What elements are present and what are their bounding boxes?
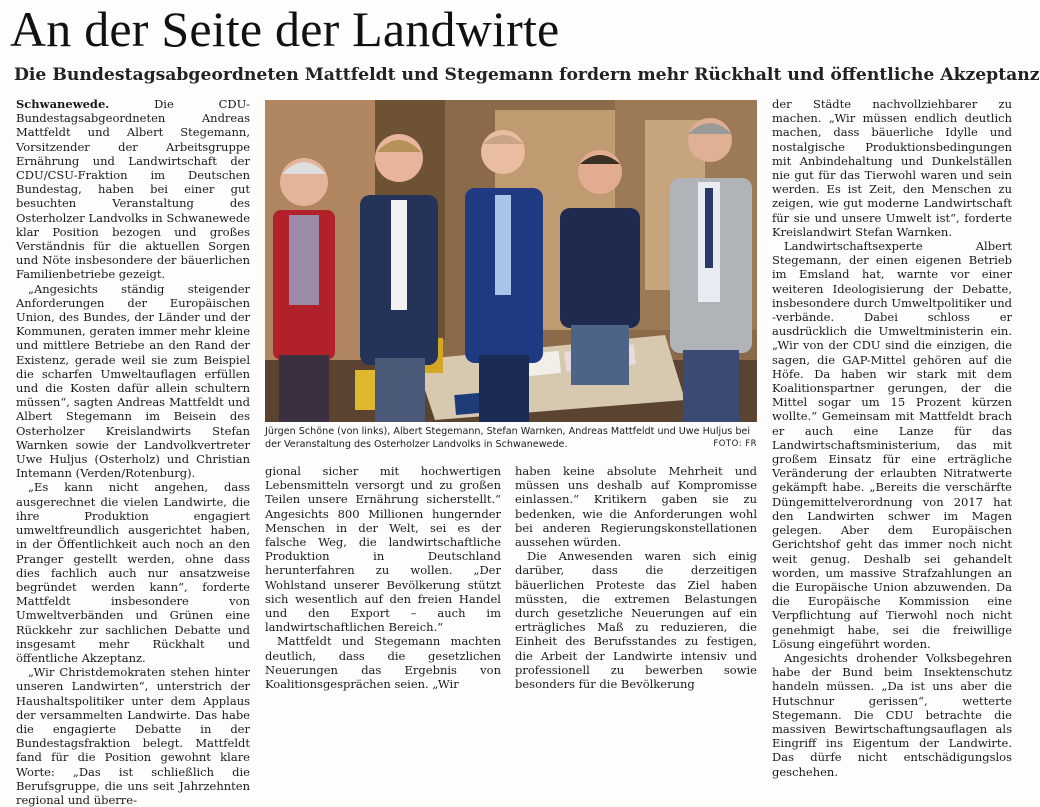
paragraph: „Wir Christdemokraten stehen hinter unseren Landwirten“, unterstrich der Haushaltspolitiker unter dem Applaus der versammelten Landwirte. Das habe die engagierte Debatte in der Bundestagsfraktion belegt. Mattfeldt fand für die Position gewohnt klare Worte: „Das ist schließlich die Berufsgruppe, die uns seit Jahrzehnten regional und überre-: [16, 665, 250, 807]
article-column-1: [16, 97, 250, 807]
caption-text: Jürgen Schöne (von links), Albert Stegemann, Stefan Warnken, Andreas Mattfeldt und Uwe Huljus bei der Veranstaltung des Osterholzer Landvolks in Schwanewede.: [265, 426, 750, 450]
paragraph: der Städte nachvollziehbarer zu machen. „Wir müssen endlich deutlich machen, dass bäuerliche Idylle und nostalgische Produktionsbedingungen mit Anbindehaltung und Dunkelställen nie gut für das Tierwohl waren und sein werden. Es ist Zeit, den Menschen zu zeigen, wie gut moderne Landwirtschaft für sie und unsere Umwelt ist“, forderte Kreislandwirt Stefan Warnken.: [772, 97, 1012, 239]
paragraph: „Es kann nicht angehen, dass ausgerechnet die vielen Landwirte, die ihre Produktion engagiert umweltfreundlich ausgerichtet haben, in der Öffentlichkeit auch noch an den Pranger gestellt werden, ohne dass dies fachlich auch nur ansatzweise begründet werden kann“, forderte Mattfeldt insbesondere von Umweltverbänden und Grünen eine Rückkehr zur sachlichen Debatte und insgesamt mehr Rückhalt und öffentliche Akzeptanz.: [16, 480, 250, 665]
paragraph: Mattfeldt und Stegemann machten deutlich, dass die gesetzlichen Neuerungen das Ergebnis von Koalitionsgesprächen seien. „Wir: [265, 634, 501, 692]
subheadline: Die Bundestagsabgeordneten Mattfeldt und Stegemann fordern mehr Rückhalt und öffentliche Akzeptanz: [14, 65, 1040, 85]
paragraph-text: Die CDU-Bundestagsabgeordneten Andreas Mattfeldt und Albert Stegemann, Vorsitzender der Arbeitsgruppe Ernährung und Landwirtschaft der CDU/CSU-Fraktion im Deutschen Bundestag, haben bei einer gut besuchten Veranstaltung des Osterholzer Landvolks in Schwanewede klar Position bezogen und großes Verständnis für die aktuellen Sorgen und Nöte insbesondere der bäuerlichen Familienbetriebe gezeigt.: [16, 97, 250, 282]
paragraph: Landwirtschaftsexperte Albert Stegemann, der einen eigenen Betrieb im Emsland hat, warnte vor einer weiteren Ideologisierung der Debatte, insbesondere durch Umweltpolitiker und -verbände. Dabei schloss er ausdrücklich die Umweltministerin ein. „Wir von der CDU sind die einzigen, die sagen, die GAP-Mittel gehören auf die Höfe. Da haben wir stark mit dem Koalitionspartner gerungen, der die Mittel sogar um 15 Prozent kürzen wollte.“ Gemeinsam mit Mattfeldt brach er auch eine Lanze für das Landwirtschaftsministerium, das mit großem Einsatz für eine erträgliche Veränderung der erlaubten Nitratwerte gekämpft habe. „Bereits die verschärfte Düngemittelverordnung von 2017 hat den Landwirten schwer im Magen gelegen. Aber dem Europäischen Gerichtshof geht das immer noch nicht weit genug. Deshalb sei gehandelt worden, um massive Strafzahlungen an die Europäische Union abzuwenden. Da die Europäische Kommission eine Verpflichtung auf Tierwohl noch nicht genehmigt habe, sei die freiwillige Lösung eingeführt worden.: [772, 239, 1012, 651]
paragraph: [16, 97, 250, 282]
paragraph: Angesichts drohender Volksbegehren habe der Bund beim Insektenschutz handeln müssen. „Da ist uns aber die Hutschnur gerissen“, wetterte Stegemann. Die CDU betrachte die massiven Bewirtschaftungsauflagen als Eingriff ins Eigentum der Landwirte. Das dürfe nicht entschädigungslos geschehen.: [772, 650, 1012, 779]
paragraph: haben keine absolute Mehrheit und müssen uns deshalb auf Kompromisse einlassen.“ Kritikern gaben sie zu bedenken, wie die Anforderungen wohl bei anderen Regierungskonstellationen aussehen würden.: [515, 464, 757, 550]
dateline: Schwanewede.: [16, 97, 110, 111]
article-column-3: [515, 464, 757, 692]
headline: An der Seite der Landwirte: [10, 1, 560, 57]
article-photo: [265, 100, 757, 422]
photo-illustration: [265, 100, 757, 422]
article-column-4: [772, 97, 1012, 779]
paragraph: Die Anwesenden waren sich einig darüber, dass die derzeitigen bäuerlichen Proteste das Ziel haben müssten, die extremen Belastungen durch gesetzliche Neuerungen auf ein erträgliches Maß zu reduzieren, die Einheit des Berufsstandes zu festigen, die Arbeit der Landwirte intensiv und professionell zu bewerben sowie besonders für die Bevölkerung: [515, 549, 757, 692]
article-column-2: [265, 464, 501, 692]
paragraph: „Angesichts ständig steigender Anforderungen der Europäischen Union, des Bundes, der Länder und der Kommunen, geraten immer mehr kleine und mittlere Betriebe an den Rand der Existenz, gerade weil sie zum Beispiel die scharfen Umweltauflagen erfüllen und die Kosten dafür allein schultern müssen“, sagten Andreas Mattfeldt und Albert Stegemann im Beisein des Osterholzer Kreislandwirts Stefan Warnken sowie der Landvolkvertreter Uwe Huljus (Osterholz) und Christian Intemann (Verden/Rotenburg).: [16, 281, 250, 481]
photo-credit: FOTO: FR: [713, 439, 757, 449]
photo-caption: [265, 425, 757, 451]
paragraph: gional sicher mit hochwertigen Lebensmitteln versorgt und zu großen Teilen unsere Ernährung sicherstellt.“ Angesichts 800 Millionen hungernder Menschen in der Welt, sei es der falsche Weg, die landwirtschaftliche Produktion in Deutschland herunterfahren zu wollen. „Der Wohlstand unserer Bevölkerung stützt sich wesentlich auf den freien Handel und den Export – auch im landwirtschaftlichen Bereich.“: [265, 464, 501, 635]
